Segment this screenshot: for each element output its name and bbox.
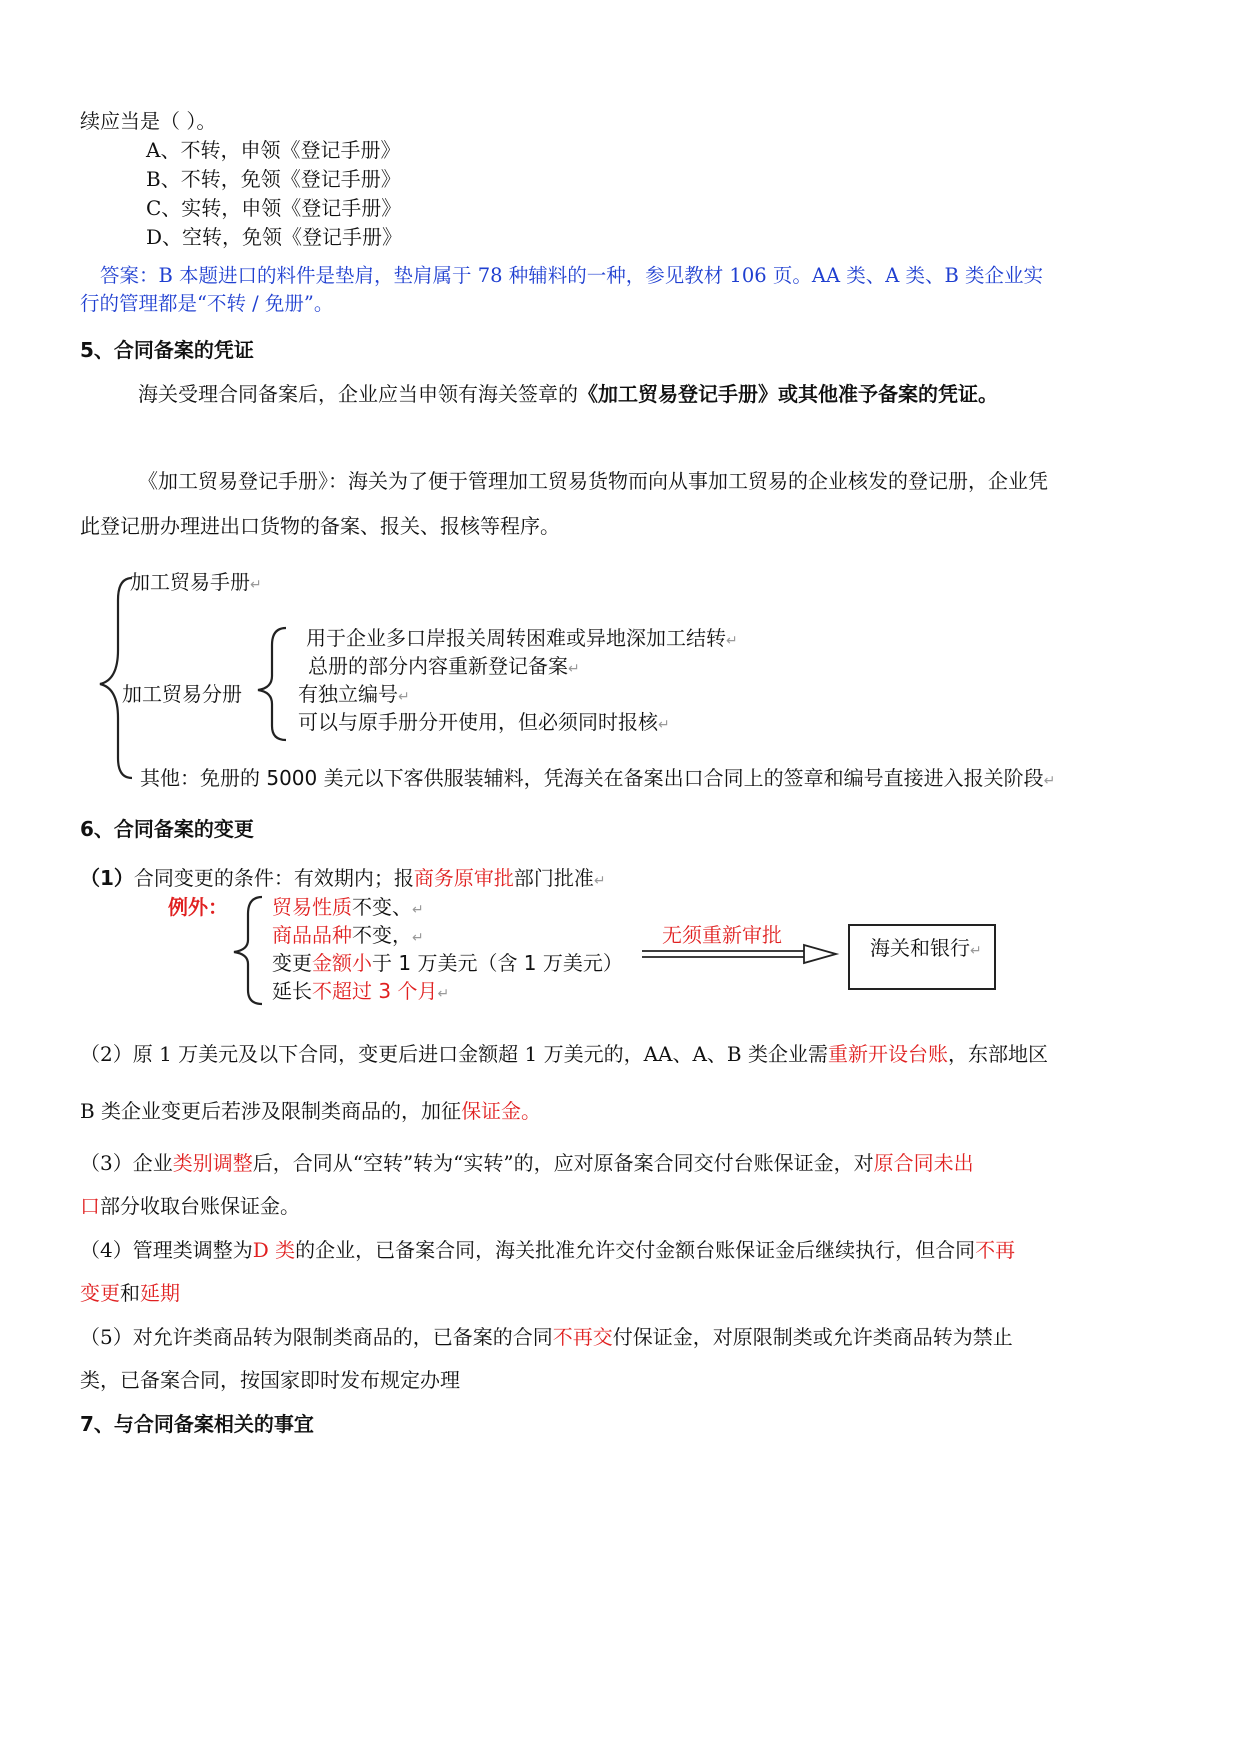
- diagram-2-item-2: 商品品种不变，↵: [272, 923, 424, 947]
- paragraph-5-line-2: 类，已备案合同，按国家即时发布规定办理: [80, 1368, 460, 1392]
- paragraph-3-line-2: 口部分收取台账保证金。: [80, 1194, 300, 1218]
- option-a: A、不转，申领《登记手册》: [146, 138, 401, 162]
- paragraph-2-line-2: B 类企业变更后若涉及限制类商品的，加征保证金。: [80, 1099, 542, 1123]
- diagram-1-item-2: 总册的部分内容重新登记备案↵: [308, 654, 580, 678]
- diagram-2-target-box: [848, 924, 996, 990]
- paragraph-3-line-1: （3）企业类别调整后，合同从“空转”转为“实转”的，应对原备案合同交付台账保证金，对原合同未出: [80, 1151, 974, 1175]
- paragraph-2-line-1: （2）原 1 万美元及以下合同，变更后进口金额超 1 万美元的，AA、A、B 类企业需重新开设台账，东部地区: [80, 1042, 1048, 1066]
- option-b: B、不转，免领《登记手册》: [146, 167, 401, 191]
- diagram-2-condition: （1）合同变更的条件：有效期内；报商务原审批部门批准↵: [80, 866, 606, 890]
- diagram-2-exception-label: 例外：: [168, 895, 228, 919]
- diagram-2-arrow-label: 无须重新审批: [662, 923, 782, 947]
- option-d: D、空转，免领《登记手册》: [146, 225, 403, 249]
- s5-p1-text: 海关受理合同备案后，企业应当申领有海关签章的: [138, 382, 578, 406]
- section-5-paragraph-2-line-2: 此登记册办理进出口货物的备案、报关、报核等程序。: [80, 514, 560, 538]
- diagram-1-other: 其他：免册的 5000 美元以下客供服装辅料，凭海关在备案出口合同上的签章和编号直接进入报关阶段↵: [140, 766, 1056, 790]
- diagram-2-target-text: 海关和银行↵: [870, 936, 982, 960]
- answer-line-2: 行的管理都是“不转 / 免册”。: [80, 292, 334, 315]
- paragraph-5-line-1: （5）对允许类商品转为限制类商品的，已备案的合同不再交付保证金，对原限制类或允许类商品转为禁止: [80, 1325, 1013, 1349]
- paragraph-4-line-1: （4）管理类调整为D 类的企业，已备案合同，海关批准允许交付金额台账保证金后继续执行，但合同不再: [80, 1238, 1016, 1262]
- question-tail: 续应当是（ ）。: [80, 109, 217, 133]
- section-5-paragraph-2-line-1: 《加工贸易登记手册》：海关为了便于管理加工贸易货物而向从事加工贸易的企业核发的登记册，企业凭: [138, 469, 1048, 493]
- section-6-title: 6、合同备案的变更: [80, 817, 254, 841]
- diagram-1-item-4: 可以与原手册分开使用，但必须同时报核↵: [298, 710, 670, 734]
- paragraph-4-line-2: 变更和延期: [80, 1281, 180, 1305]
- diagram-1-item-1: 用于企业多口岸报关周转困难或异地深加工结转↵: [306, 626, 738, 650]
- option-c: C、实转，申领《登记手册》: [146, 196, 402, 220]
- diagram-1-item-3: 有独立编号↵: [298, 682, 410, 706]
- diagram-1-mid: 加工贸易分册: [122, 682, 242, 706]
- section-5-title: 5、合同备案的凭证: [80, 338, 254, 362]
- diagram-1-top: 加工贸易手册↵: [130, 570, 262, 594]
- section-7-title: 7、与合同备案相关的事宜: [80, 1412, 314, 1436]
- s5-p1-bold: 《加工贸易登记手册》或其他准予备案的凭证。: [578, 382, 998, 406]
- diagram-2-item-1: 贸易性质不变、↵: [272, 895, 424, 919]
- diagram-2-item-3: 变更金额小于 1 万美元（含 1 万美元）: [272, 951, 623, 975]
- diagram-2-item-4: 延长不超过 3 个月↵: [272, 979, 450, 1003]
- answer-line-1: 答案：B 本题进口的料件是垫肩，垫肩属于 78 种辅料的一种，参见教材 106 页。AA 类、A 类、B 类企业实: [100, 264, 1044, 287]
